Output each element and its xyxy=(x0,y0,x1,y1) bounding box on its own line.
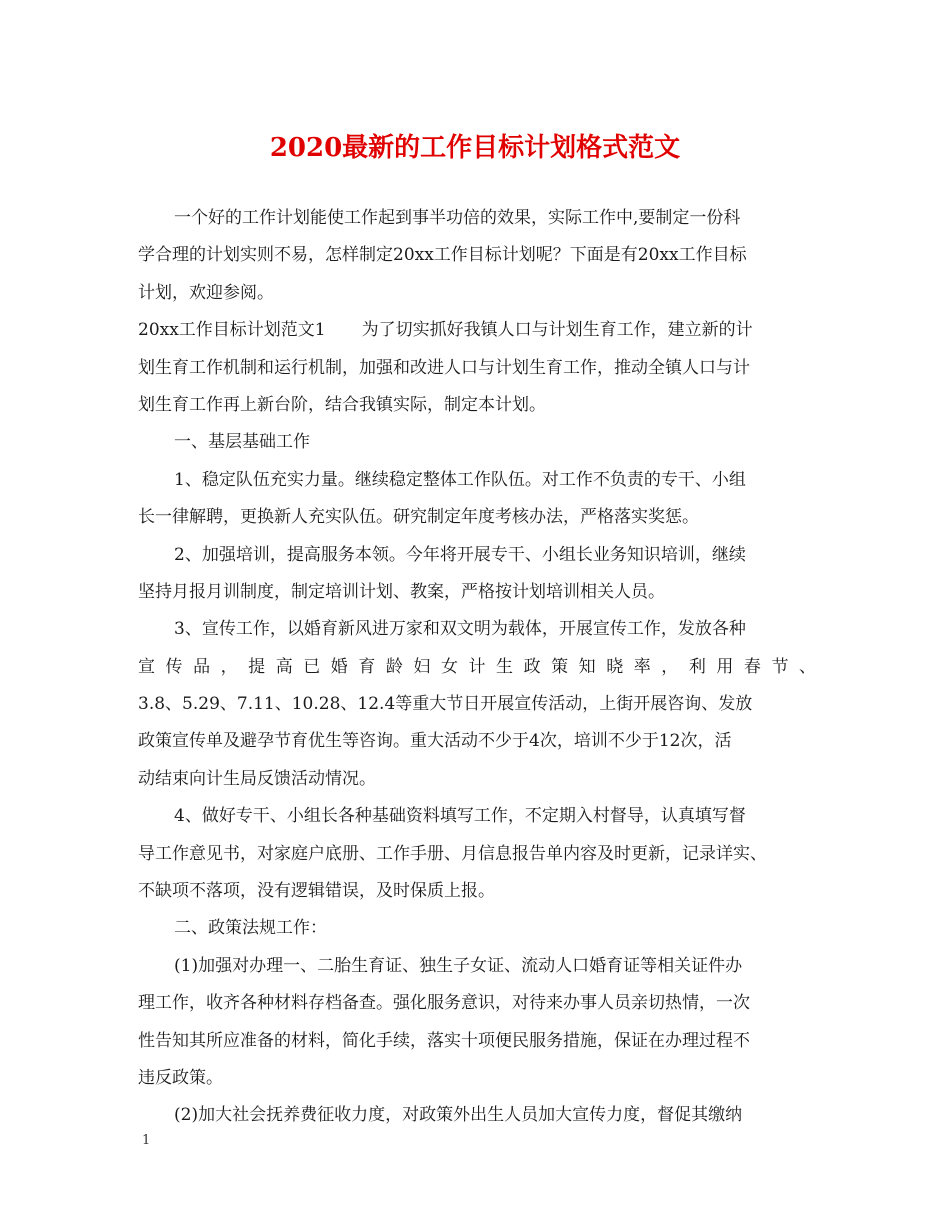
document-body xyxy=(138,200,816,1135)
paragraph-line: 一个好的工作计划能使工作起到事半功倍的效果，实际工作中,要制定一份科 xyxy=(174,208,741,228)
paragraph-line: 划生育工作机制和运行机制，加强和改进人口与计划生育工作，推动全镇人口与计 xyxy=(138,357,750,378)
paragraph-line: 学合理的计划实则不易，怎样制定20xx工作目标计划呢？下面是有20xx工作目标 xyxy=(138,245,747,266)
paragraph-line: 动结束向计生局反馈活动情况。 xyxy=(138,768,376,789)
paragraph-line: 2、加强培训，提高服务本领。今年将开展专干、小组长业务知识培训，继续 xyxy=(174,544,746,565)
paragraph-line: 1、稳定队伍充实力量。继续稳定整体工作队伍。对工作不负责的专干、小组 xyxy=(174,469,746,490)
paragraph-line: (2)加大社会抚养费征收力度，对政策外出生人员加大宣传力度，督促其缴纳 xyxy=(174,1105,743,1126)
section-heading: 20xx工作目标计划范文1 xyxy=(138,320,326,341)
paragraph-line: 理工作，收齐各种材料存档备查。强化服务意识，对待来办事人员亲切热情，一次 xyxy=(138,993,750,1014)
section-heading: 一、基层基础工作 xyxy=(174,432,310,453)
paragraph-line: 3、宣传工作，以婚育新风进万家和双文明为载体，开展宣传工作，发放各种 xyxy=(174,619,746,640)
document-title: 2020最新的工作目标计划格式范文 xyxy=(269,133,681,163)
paragraph-line: 违反政策。 xyxy=(138,1067,223,1088)
paragraph-line: 不缺项不落项，没有逻辑错误，及时保质上报。 xyxy=(138,881,495,902)
paragraph-line: 导工作意见书，对家庭户底册、工作手册、月信息报告单内容及时更新，记录详实、 xyxy=(138,843,767,864)
paragraph-line: 计划，欢迎参阅。 xyxy=(138,282,274,303)
paragraph-line xyxy=(138,312,816,349)
paragraph-line: 3.8、5.29、7.11、10.28、12.4等重大节日开展宣传活动，上街开展咨询、发放 xyxy=(138,694,753,715)
paragraph-line: (1)加强对办理一、二胎生育证、独生子女证、流动人口婚育证等相关证件办 xyxy=(174,955,743,976)
paragraph-line: 长一律解聘，更换新人充实队伍。研究制定年度考核办法，严格落实奖惩。 xyxy=(138,507,699,528)
section-heading: 二、政策法规工作： xyxy=(174,918,327,939)
paragraph-line: 宣传品，提高已婚育龄妇女计生政策知晓率，利用春节、 xyxy=(138,656,816,677)
paragraph-line: 政策宣传单及避孕节育优生等咨询。重大活动不少于4次，培训不少于12次，活 xyxy=(138,731,732,752)
paragraph-line: 划生育工作再上新台阶，结合我镇实际，制定本计划。 xyxy=(138,394,546,415)
paragraph-line: 坚持月报月训制度，制定培训计划、教案，严格按计划培训相关人员。 xyxy=(138,581,665,602)
paragraph-line: 性告知其所应准备的材料，简化手续，落实十项便民服务措施，保证在办理过程不 xyxy=(138,1030,750,1051)
paragraph-line: 4、做好专干、小组长各种基础资料填写工作，不定期入村督导，认真填写督 xyxy=(174,806,746,827)
paragraph-text: 为了切实抓好我镇人口与计划生育工作，建立新的计 xyxy=(361,320,753,341)
page-number: 1 xyxy=(142,1133,151,1148)
